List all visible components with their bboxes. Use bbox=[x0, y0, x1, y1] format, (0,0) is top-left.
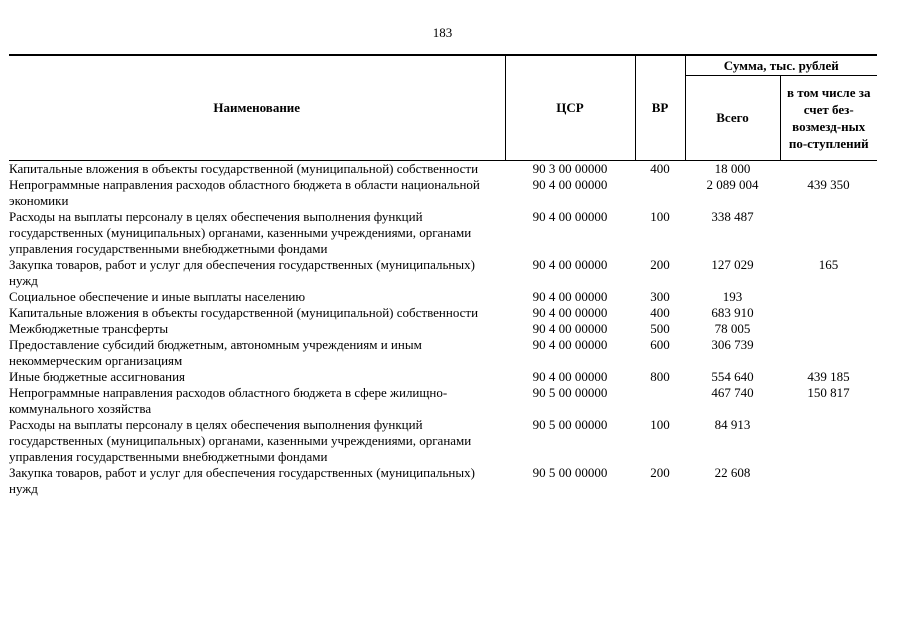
cell-free: 165 bbox=[818, 257, 839, 272]
header-free: в том числе за счет без-возмезд-ных по-ступлений bbox=[780, 76, 877, 161]
cell-csr: 90 5 00 00000 bbox=[532, 417, 608, 432]
cell-name: Капитальные вложения в объекты государственной (муниципальной) собственности bbox=[9, 305, 479, 320]
table-row bbox=[9, 177, 877, 209]
cell-name: Социальное обеспечение и иные выплаты населению bbox=[9, 289, 306, 304]
table-row bbox=[9, 417, 877, 465]
cell-free bbox=[780, 161, 877, 178]
cell-name: Расходы на выплаты персоналу в целях обеспечения выполнения функций государственных (муниципальных) органами, казенными учреждениями, органами управления государственными внебюджетными фондами bbox=[9, 417, 472, 464]
budget-table bbox=[9, 54, 877, 497]
header-sum: Сумма, тыс. рублей bbox=[685, 55, 877, 76]
cell-csr: 90 3 00 00000 bbox=[532, 161, 608, 176]
table-row bbox=[9, 161, 877, 178]
cell-vr: 600 bbox=[650, 337, 670, 352]
cell-vr: 200 bbox=[650, 257, 670, 272]
cell-vr: 400 bbox=[650, 305, 670, 320]
table-row bbox=[9, 289, 877, 305]
cell-csr: 90 4 00 00000 bbox=[532, 289, 608, 304]
table-header bbox=[9, 55, 877, 161]
cell-csr: 90 4 00 00000 bbox=[532, 305, 608, 320]
table-row bbox=[9, 321, 877, 337]
cell-total: 193 bbox=[722, 289, 743, 304]
cell-free: 150 817 bbox=[807, 385, 850, 400]
cell-csr: 90 4 00 00000 bbox=[532, 209, 608, 224]
cell-free bbox=[780, 305, 877, 321]
cell-total: 18 000 bbox=[714, 161, 751, 176]
cell-csr: 90 4 00 00000 bbox=[532, 177, 608, 192]
page-number: 183 bbox=[432, 25, 453, 40]
cell-csr: 90 5 00 00000 bbox=[532, 465, 608, 480]
cell-total: 22 608 bbox=[714, 465, 751, 480]
header-total: Всего bbox=[685, 76, 780, 161]
cell-total: 84 913 bbox=[714, 417, 751, 432]
header-name: Наименование bbox=[9, 55, 505, 161]
cell-name: Межбюджетные трансферты bbox=[9, 321, 169, 336]
header-csr: ЦСР bbox=[505, 55, 635, 161]
table-row bbox=[9, 305, 877, 321]
cell-total: 127 029 bbox=[711, 257, 754, 272]
cell-name: Непрограммные направления расходов областного бюджета в области национальной экономики bbox=[9, 177, 480, 208]
cell-name: Закупка товаров, работ и услуг для обеспечения государственных (муниципальных) нужд bbox=[9, 465, 475, 496]
cell-total: 554 640 bbox=[711, 369, 754, 384]
table-row bbox=[9, 465, 877, 497]
cell-total: 338 487 bbox=[711, 209, 754, 224]
header-vr: ВР bbox=[635, 55, 685, 161]
cell-free bbox=[780, 337, 877, 369]
cell-vr bbox=[635, 177, 685, 209]
cell-free bbox=[780, 321, 877, 337]
table-row bbox=[9, 209, 877, 257]
cell-free: 439 185 bbox=[807, 369, 850, 384]
cell-csr: 90 5 00 00000 bbox=[532, 385, 608, 400]
cell-vr: 500 bbox=[650, 321, 670, 336]
cell-csr: 90 4 00 00000 bbox=[532, 369, 608, 384]
cell-csr: 90 4 00 00000 bbox=[532, 337, 608, 352]
cell-vr: 100 bbox=[650, 417, 670, 432]
cell-csr: 90 4 00 00000 bbox=[532, 321, 608, 336]
cell-vr: 100 bbox=[650, 209, 670, 224]
cell-free bbox=[780, 417, 877, 465]
cell-name: Закупка товаров, работ и услуг для обеспечения государственных (муниципальных) нужд bbox=[9, 257, 475, 288]
cell-total: 683 910 bbox=[711, 305, 754, 320]
cell-total: 78 005 bbox=[714, 321, 751, 336]
cell-name: Капитальные вложения в объекты государственной (муниципальной) собственности bbox=[9, 161, 479, 176]
table-body bbox=[9, 161, 877, 498]
cell-vr bbox=[635, 385, 685, 417]
cell-total: 306 739 bbox=[711, 337, 754, 352]
cell-free bbox=[780, 209, 877, 257]
cell-csr: 90 4 00 00000 bbox=[532, 257, 608, 272]
cell-name: Непрограммные направления расходов областного бюджета в сфере жилищно-коммунального хозяйства bbox=[9, 385, 448, 416]
cell-name: Иные бюджетные ассигнования bbox=[9, 369, 186, 384]
cell-vr: 800 bbox=[650, 369, 670, 384]
cell-vr: 300 bbox=[650, 289, 670, 304]
cell-total: 2 089 004 bbox=[706, 177, 759, 192]
cell-name: Расходы на выплаты персоналу в целях обеспечения выполнения функций государственных (муниципальных) органами, казенными учреждениями, органами управления государственными внебюджетными фондами bbox=[9, 209, 472, 256]
cell-total: 467 740 bbox=[711, 385, 754, 400]
table-row bbox=[9, 337, 877, 369]
cell-free bbox=[780, 289, 877, 305]
table-row bbox=[9, 385, 877, 417]
table-row bbox=[9, 369, 877, 385]
table-row bbox=[9, 257, 877, 289]
cell-name: Предоставление субсидий бюджетным, автономным учреждениям и иным некоммерческим организациям bbox=[9, 337, 422, 368]
cell-free: 439 350 bbox=[807, 177, 850, 192]
cell-free bbox=[780, 465, 877, 497]
cell-vr: 400 bbox=[650, 161, 670, 176]
cell-vr: 200 bbox=[650, 465, 670, 480]
